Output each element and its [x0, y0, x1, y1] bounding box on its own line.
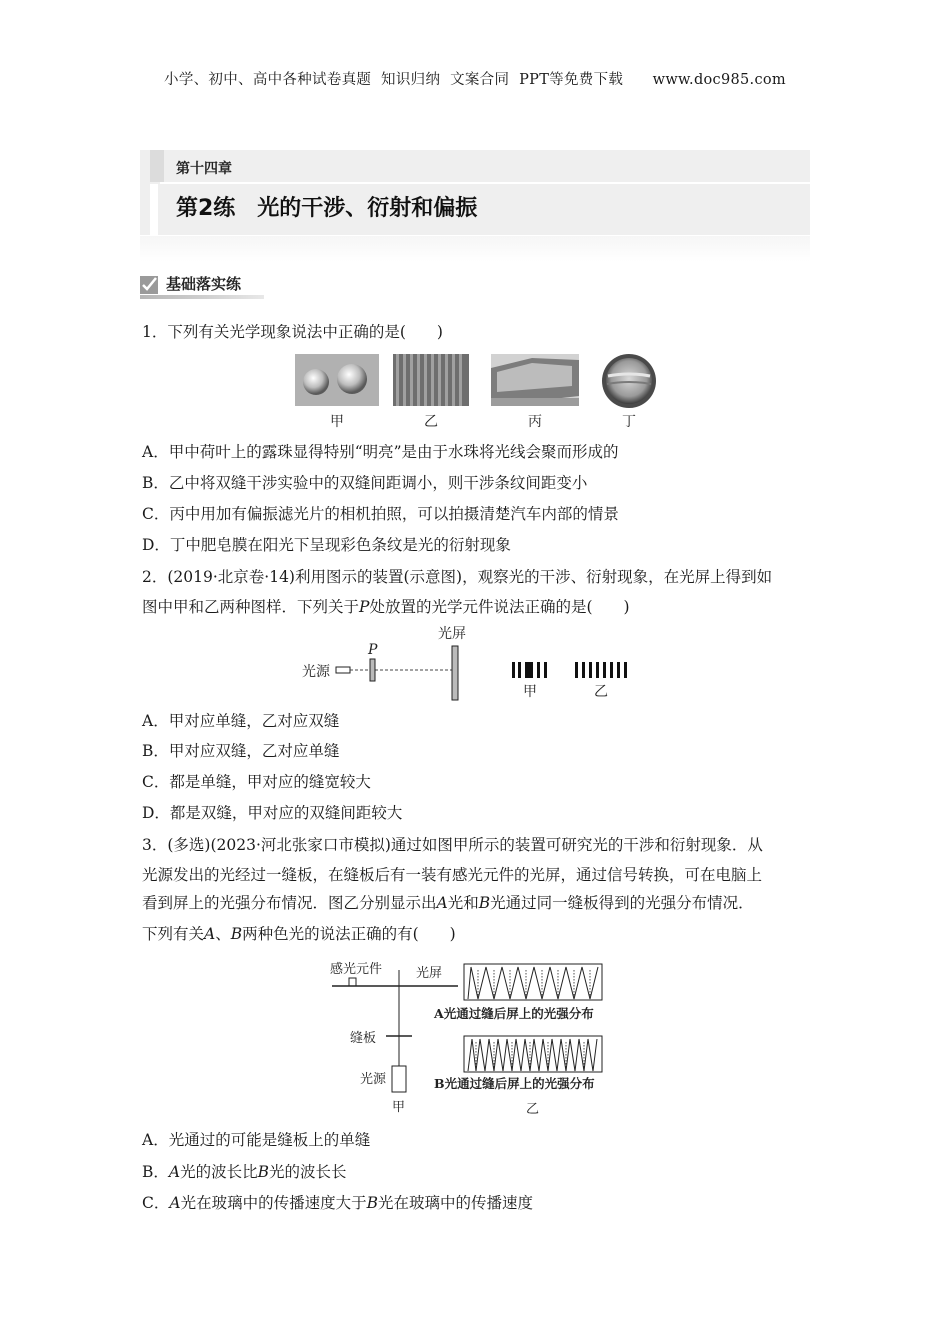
- label-screen: 光屏: [438, 626, 466, 642]
- banner-accent-gap: [150, 184, 158, 236]
- checkbox-icon: [140, 276, 158, 294]
- q3-stem-line3: 看到屏上的光强分布情况．图乙分别显示出A光和B光通过同一缝板得到的光强分布情况．: [142, 894, 754, 912]
- chapter-title: 第十四章: [176, 161, 232, 177]
- label-light-source: 光源: [302, 664, 330, 680]
- image-yi-fringes: [393, 354, 469, 406]
- q2-stem-line1: 2．(2019·北京卷·14)利用图示的装置(示意图)，观察光的干涉、衍射现象，在光屏上得到如: [142, 568, 773, 586]
- q2-stem-line2: 图中甲和乙两种图样．下列关于P处放置的光学元件说法正确的是( ): [142, 598, 630, 616]
- label-sensor: 感光元件: [330, 962, 383, 977]
- q2-option-a: A．甲对应单缝，乙对应双缝: [142, 712, 340, 730]
- label-yi: 乙: [424, 414, 438, 430]
- q1-option-d: D．丁中肥皂膜在阳光下呈现彩色条纹是光的衍射现象: [142, 536, 511, 554]
- section-label: 基础落实练: [166, 275, 242, 293]
- image-bing-car: [491, 354, 579, 406]
- label-fig-jia: 甲: [392, 1100, 406, 1115]
- q3-stem-line1: 3．(多选)(2023·河北张家口市模拟)通过如图甲所示的装置可研究光的干涉和衍射现象．从: [142, 836, 763, 854]
- image-jia-dewdrops: [295, 354, 379, 406]
- distribution-b: [464, 1036, 602, 1072]
- light-source-box: [392, 1066, 406, 1092]
- page-header: 小学、初中、高中各种试卷真题 知识归纳 文案合同 PPT等免费下载 www.doc985.com: [164, 72, 786, 88]
- section-underline: [140, 295, 264, 299]
- caption-a: A光通过缝后屏上的光强分布: [434, 1006, 594, 1021]
- banner-shadow: [140, 236, 810, 262]
- label-ding: 丁: [622, 414, 636, 430]
- q3-option-a: A．光通过的可能是缝板上的单缝: [142, 1131, 371, 1149]
- pattern-jia: [512, 662, 547, 678]
- label-bing: 丙: [528, 414, 542, 430]
- caption-b: B光通过缝后屏上的光强分布: [434, 1076, 595, 1091]
- q1-option-b: B．乙中将双缝干涉实验中的双缝间距调小，则干涉条纹间距变小: [142, 474, 588, 492]
- q2-option-d: D．都是双缝，甲对应的双缝间距较大: [142, 804, 403, 822]
- screen-bar: [452, 646, 458, 700]
- sensor-box: [349, 978, 356, 986]
- q1-figure: [292, 352, 662, 432]
- q3-figure: [328, 956, 628, 1120]
- label-p: P: [368, 642, 378, 658]
- section-header: [140, 272, 264, 296]
- label-slit-plate: 缝板: [350, 1031, 377, 1046]
- label-fig-yi: 乙: [526, 1102, 540, 1117]
- q1-option-a: A．甲中荷叶上的露珠显得特别“明亮”是由于水珠将光线会聚而形成的: [142, 443, 619, 461]
- label-light-source: 光源: [360, 1072, 387, 1087]
- label-jia: 甲: [330, 414, 344, 430]
- distribution-a: [464, 964, 602, 1000]
- q3-stem-line2: 光源发出的光经过一缝板，在缝板后有一装有感光元件的光屏，通过信号转换，可在电脑上: [142, 866, 763, 884]
- q3-stem-line4: 下列有关A、B两种色光的说法正确的有( ): [142, 925, 456, 943]
- q2-option-c: C．都是单缝，甲对应的缝宽较大: [142, 773, 371, 791]
- q1-stem: 1．下列有关光学现象说法中正确的是( ): [142, 323, 443, 341]
- lesson-title: 第2练 光的干涉、衍射和偏振: [176, 196, 478, 221]
- element-p: [370, 659, 375, 681]
- pattern-yi: [575, 662, 627, 678]
- label-pattern-yi: 乙: [594, 684, 608, 700]
- label-pattern-jia: 甲: [523, 684, 537, 700]
- q2-option-b: B．甲对应双缝，乙对应单缝: [142, 742, 340, 760]
- banner-accent: [150, 150, 164, 182]
- label-screen: 光屏: [416, 966, 443, 981]
- banner-divider: [160, 182, 810, 184]
- image-ding-soap-film: [602, 354, 656, 408]
- q3-option-c: C．A光在玻璃中的传播速度大于B光在玻璃中的传播速度: [142, 1194, 533, 1212]
- q1-option-c: C．丙中用加有偏振滤光片的相机拍照，可以拍摄清楚汽车内部的情景: [142, 505, 619, 523]
- q2-figure: [298, 624, 638, 702]
- q3-option-b: B．A光的波长比B光的波长长: [142, 1163, 347, 1181]
